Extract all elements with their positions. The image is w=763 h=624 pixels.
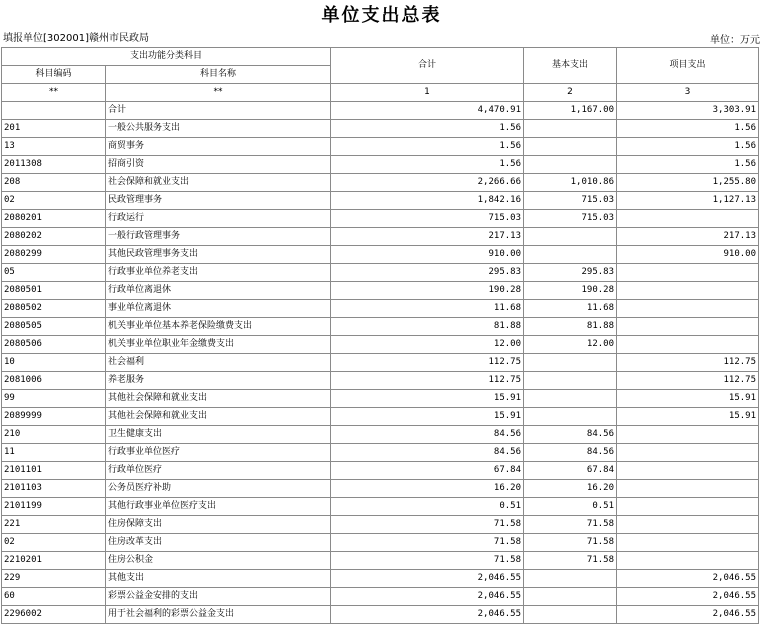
cell-basic[interactable]: [524, 156, 617, 174]
cell-total[interactable]: 2,046.55: [331, 606, 524, 624]
table-row[interactable]: [2, 534, 759, 552]
cell-name[interactable]: 行政单位医疗: [106, 462, 331, 480]
table-row[interactable]: [2, 480, 759, 498]
header-total: 合计: [331, 48, 524, 84]
cell-name[interactable]: 民政管理事务: [106, 192, 331, 210]
cell-name[interactable]: 其他社会保障和就业支出: [106, 408, 331, 426]
page-title: 单位支出总表: [321, 5, 442, 26]
cell-total[interactable]: 910.00: [331, 246, 524, 264]
cell-basic[interactable]: 715.03: [524, 210, 617, 228]
table-row[interactable]: [2, 318, 759, 336]
cell-name[interactable]: 卫生健康支出: [106, 426, 331, 444]
cell-code[interactable]: 99: [2, 390, 106, 408]
cell-code[interactable]: 02: [2, 534, 106, 552]
cell-code[interactable]: 2101103: [2, 480, 106, 498]
table-row[interactable]: [2, 336, 759, 354]
cell-code[interactable]: [2, 102, 106, 120]
cell-basic[interactable]: 71.58: [524, 516, 617, 534]
table-row[interactable]: [2, 498, 759, 516]
table-row[interactable]: [2, 156, 759, 174]
cell-name[interactable]: 社会福利: [106, 354, 331, 372]
cell-name[interactable]: 其他民政管理事务支出: [106, 246, 331, 264]
cell-code[interactable]: 2081006: [2, 372, 106, 390]
cell-total[interactable]: 71.58: [331, 516, 524, 534]
table-row[interactable]: [2, 552, 759, 570]
cell-name[interactable]: 住房改革支出: [106, 534, 331, 552]
cell-code[interactable]: 229: [2, 570, 106, 588]
cell-name[interactable]: 彩票公益金安排的支出: [106, 588, 331, 606]
cell-basic[interactable]: [524, 606, 617, 624]
cell-total[interactable]: 2,046.55: [331, 570, 524, 588]
index-col-2: 2: [524, 84, 617, 102]
cell-name[interactable]: 事业单位离退休: [106, 300, 331, 318]
index-name-mark: **: [106, 84, 331, 102]
cell-project[interactable]: 1.56: [617, 156, 759, 174]
table-row[interactable]: [2, 282, 759, 300]
cell-code[interactable]: 2080505: [2, 318, 106, 336]
cell-basic[interactable]: 71.58: [524, 534, 617, 552]
cell-project[interactable]: [617, 300, 759, 318]
cell-basic[interactable]: 1,167.00: [524, 102, 617, 120]
cell-name[interactable]: 合计: [106, 102, 331, 120]
cell-code[interactable]: 60: [2, 588, 106, 606]
cell-project[interactable]: [617, 480, 759, 498]
currency-unit: 单位：万元: [710, 35, 760, 46]
cell-project[interactable]: 112.75: [617, 372, 759, 390]
cell-basic[interactable]: [524, 570, 617, 588]
cell-name[interactable]: 行政事业单位医疗: [106, 444, 331, 462]
cell-code[interactable]: 2089999: [2, 408, 106, 426]
cell-total[interactable]: 84.56: [331, 444, 524, 462]
cell-total[interactable]: 84.56: [331, 426, 524, 444]
cell-code[interactable]: 2080506: [2, 336, 106, 354]
reporting-unit: 填报单位[302001]赣州市民政局: [3, 33, 149, 44]
header-basic: 基本支出: [524, 48, 617, 84]
cell-name[interactable]: 行政单位离退休: [106, 282, 331, 300]
cell-name[interactable]: 行政事业单位养老支出: [106, 264, 331, 282]
header-code: 科目编码: [2, 66, 106, 84]
cell-total[interactable]: 190.28: [331, 282, 524, 300]
cell-project[interactable]: 112.75: [617, 354, 759, 372]
cell-project[interactable]: [617, 318, 759, 336]
index-col-1: 1: [331, 84, 524, 102]
report-info-line: [0, 32, 763, 46]
cell-project[interactable]: [617, 516, 759, 534]
table-row[interactable]: [2, 462, 759, 480]
cell-basic[interactable]: 295.83: [524, 264, 617, 282]
cell-code[interactable]: 2011308: [2, 156, 106, 174]
table-row[interactable]: [2, 390, 759, 408]
cell-code[interactable]: 2080502: [2, 300, 106, 318]
cell-code[interactable]: 2080202: [2, 228, 106, 246]
cell-basic[interactable]: 67.84: [524, 462, 617, 480]
cell-code[interactable]: 10: [2, 354, 106, 372]
cell-code[interactable]: 05: [2, 264, 106, 282]
cell-name[interactable]: 行政运行: [106, 210, 331, 228]
table-row[interactable]: [2, 570, 759, 588]
cell-total[interactable]: 1.56: [331, 120, 524, 138]
cell-basic[interactable]: [524, 138, 617, 156]
table-row[interactable]: [2, 372, 759, 390]
cell-project[interactable]: 1.56: [617, 138, 759, 156]
cell-name[interactable]: 一般公共服务支出: [106, 120, 331, 138]
cell-code[interactable]: 2296002: [2, 606, 106, 624]
cell-project[interactable]: [617, 426, 759, 444]
cell-total[interactable]: 0.51: [331, 498, 524, 516]
cell-basic[interactable]: 1,010.86: [524, 174, 617, 192]
cell-name[interactable]: 商贸事务: [106, 138, 331, 156]
header-row-index: [2, 84, 759, 102]
header-name: 科目名称: [106, 66, 331, 84]
cell-name[interactable]: 其他行政事业单位医疗支出: [106, 498, 331, 516]
cell-code[interactable]: 2210201: [2, 552, 106, 570]
cell-code[interactable]: 2101101: [2, 462, 106, 480]
cell-basic[interactable]: [524, 408, 617, 426]
cell-basic[interactable]: 16.20: [524, 480, 617, 498]
cell-total[interactable]: 71.58: [331, 552, 524, 570]
cell-code[interactable]: 02: [2, 192, 106, 210]
cell-total[interactable]: 16.20: [331, 480, 524, 498]
cell-project[interactable]: [617, 264, 759, 282]
cell-total[interactable]: 1,842.16: [331, 192, 524, 210]
cell-name[interactable]: 其他支出: [106, 570, 331, 588]
cell-code[interactable]: 2101199: [2, 498, 106, 516]
cell-basic[interactable]: 190.28: [524, 282, 617, 300]
index-code-mark: **: [2, 84, 106, 102]
cell-basic[interactable]: 715.03: [524, 192, 617, 210]
table-row[interactable]: [2, 210, 759, 228]
cell-name[interactable]: 用于社会福利的彩票公益金支出: [106, 606, 331, 624]
cell-project[interactable]: 15.91: [617, 390, 759, 408]
cell-total[interactable]: 1.56: [331, 156, 524, 174]
cell-name[interactable]: 公务员医疗补助: [106, 480, 331, 498]
table-row[interactable]: [2, 264, 759, 282]
table-row[interactable]: [2, 588, 759, 606]
table-row[interactable]: [2, 192, 759, 210]
cell-project[interactable]: 15.91: [617, 408, 759, 426]
cell-name[interactable]: 社会保障和就业支出: [106, 174, 331, 192]
cell-code[interactable]: 221: [2, 516, 106, 534]
table-row[interactable]: [2, 120, 759, 138]
cell-basic[interactable]: [524, 246, 617, 264]
table-row[interactable]: [2, 300, 759, 318]
table-row[interactable]: [2, 426, 759, 444]
cell-name[interactable]: 机关事业单位基本养老保险缴费支出: [106, 318, 331, 336]
table-row[interactable]: [2, 228, 759, 246]
cell-total[interactable]: 715.03: [331, 210, 524, 228]
cell-total[interactable]: 15.91: [331, 408, 524, 426]
cell-name[interactable]: 招商引资: [106, 156, 331, 174]
cell-project[interactable]: [617, 462, 759, 480]
table-row[interactable]: [2, 138, 759, 156]
cell-name[interactable]: 住房保障支出: [106, 516, 331, 534]
cell-basic[interactable]: 84.56: [524, 426, 617, 444]
table-row[interactable]: [2, 444, 759, 462]
cell-basic[interactable]: [524, 390, 617, 408]
cell-basic[interactable]: 71.58: [524, 552, 617, 570]
cell-total[interactable]: 1.56: [331, 138, 524, 156]
cell-basic[interactable]: [524, 372, 617, 390]
table-row[interactable]: [2, 408, 759, 426]
cell-total[interactable]: 11.68: [331, 300, 524, 318]
cell-basic[interactable]: 84.56: [524, 444, 617, 462]
expenditure-table: [1, 47, 759, 624]
cell-project[interactable]: 1.56: [617, 120, 759, 138]
cell-basic[interactable]: [524, 120, 617, 138]
table-row[interactable]: [2, 102, 759, 120]
cell-project[interactable]: [617, 210, 759, 228]
cell-code[interactable]: 201: [2, 120, 106, 138]
header-project: 项目支出: [617, 48, 759, 84]
cell-project[interactable]: 2,046.55: [617, 588, 759, 606]
cell-basic[interactable]: [524, 228, 617, 246]
table-row[interactable]: [2, 174, 759, 192]
cell-total[interactable]: 71.58: [331, 534, 524, 552]
cell-project[interactable]: 2,046.55: [617, 570, 759, 588]
cell-total[interactable]: 15.91: [331, 390, 524, 408]
cell-project[interactable]: [617, 444, 759, 462]
cell-name[interactable]: 养老服务: [106, 372, 331, 390]
cell-code[interactable]: 11: [2, 444, 106, 462]
cell-total[interactable]: 2,266.66: [331, 174, 524, 192]
table-row[interactable]: [2, 606, 759, 624]
table-row[interactable]: [2, 246, 759, 264]
cell-project[interactable]: [617, 282, 759, 300]
cell-total[interactable]: 81.88: [331, 318, 524, 336]
cell-code[interactable]: 210: [2, 426, 106, 444]
cell-basic[interactable]: 0.51: [524, 498, 617, 516]
index-col-3: 3: [617, 84, 759, 102]
cell-basic[interactable]: 81.88: [524, 318, 617, 336]
cell-name[interactable]: 一般行政管理事务: [106, 228, 331, 246]
cell-project[interactable]: 1,127.13: [617, 192, 759, 210]
cell-total[interactable]: 67.84: [331, 462, 524, 480]
cell-project[interactable]: 3,303.91: [617, 102, 759, 120]
cell-project[interactable]: [617, 336, 759, 354]
cell-code[interactable]: 208: [2, 174, 106, 192]
cell-project[interactable]: 1,255.80: [617, 174, 759, 192]
cell-name[interactable]: 其他社会保障和就业支出: [106, 390, 331, 408]
header-row-group: [2, 48, 759, 66]
table-row[interactable]: [2, 516, 759, 534]
cell-basic[interactable]: 12.00: [524, 336, 617, 354]
cell-code[interactable]: 2080201: [2, 210, 106, 228]
cell-total[interactable]: 2,046.55: [331, 588, 524, 606]
cell-basic[interactable]: [524, 354, 617, 372]
cell-code[interactable]: 13: [2, 138, 106, 156]
cell-project[interactable]: 2,046.55: [617, 606, 759, 624]
cell-name[interactable]: 机关事业单位职业年金缴费支出: [106, 336, 331, 354]
cell-basic[interactable]: [524, 588, 617, 606]
cell-project[interactable]: 910.00: [617, 246, 759, 264]
cell-basic[interactable]: 11.68: [524, 300, 617, 318]
cell-total[interactable]: 295.83: [331, 264, 524, 282]
cell-total[interactable]: 112.75: [331, 354, 524, 372]
cell-project[interactable]: 217.13: [617, 228, 759, 246]
cell-total[interactable]: 217.13: [331, 228, 524, 246]
cell-code[interactable]: 2080299: [2, 246, 106, 264]
cell-total[interactable]: 12.00: [331, 336, 524, 354]
cell-code[interactable]: 2080501: [2, 282, 106, 300]
cell-name[interactable]: 住房公积金: [106, 552, 331, 570]
cell-project[interactable]: [617, 498, 759, 516]
header-function-category: 支出功能分类科目: [2, 48, 331, 66]
cell-project[interactable]: [617, 534, 759, 552]
cell-total[interactable]: 112.75: [331, 372, 524, 390]
cell-total[interactable]: 4,470.91: [331, 102, 524, 120]
cell-project[interactable]: [617, 552, 759, 570]
table-row[interactable]: [2, 354, 759, 372]
